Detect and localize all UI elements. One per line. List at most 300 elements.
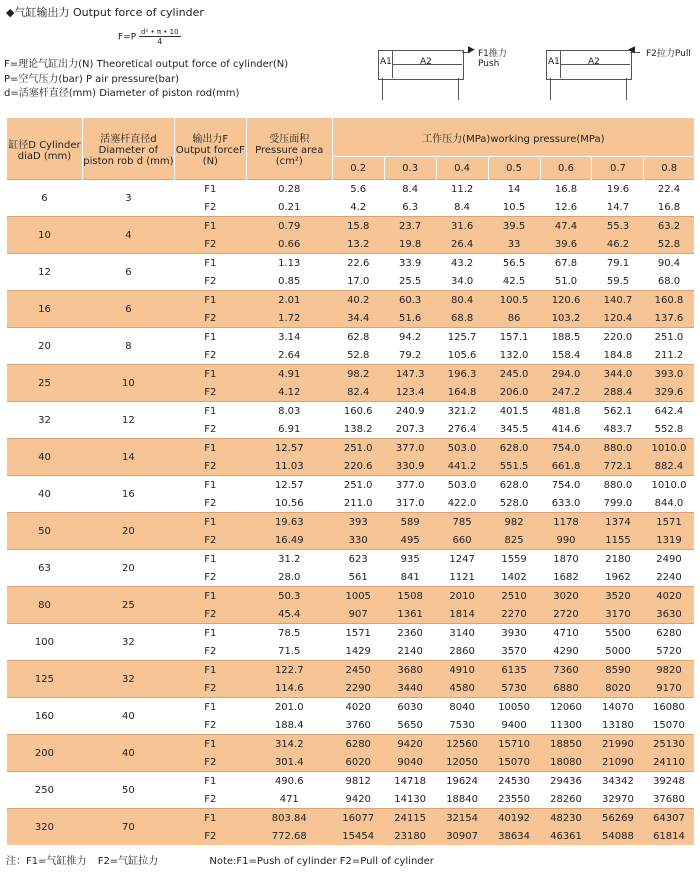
force-value-cell: 3930 bbox=[488, 624, 540, 643]
force-type-cell: F2 bbox=[204, 497, 217, 509]
force-value-cell: 2010 bbox=[436, 587, 488, 606]
force-value-cell: 103.2 bbox=[540, 309, 592, 328]
force-value-cell: 1178 bbox=[540, 513, 592, 532]
cylinder-dia-cell: 80 bbox=[7, 587, 83, 624]
force-value-cell: 1571 bbox=[644, 513, 694, 532]
force-type-cell: F2 bbox=[204, 423, 217, 435]
force-value-cell: 12060 bbox=[540, 698, 592, 717]
definitions bbox=[4, 58, 288, 102]
force-value-cell: 2860 bbox=[449, 645, 475, 657]
force-value-cell: 4910 bbox=[436, 661, 488, 680]
cylinder-dia-cell: 125 bbox=[7, 661, 83, 698]
force-value-cell: 52.8 bbox=[644, 235, 694, 254]
force-value-cell: 18080 bbox=[540, 753, 592, 772]
force-value-cell: 6880 bbox=[540, 679, 592, 698]
rod-dia-cell: 20 bbox=[82, 550, 174, 587]
force-value-cell: 4580 bbox=[436, 679, 488, 698]
pressure-header: 0.2 bbox=[332, 157, 384, 180]
force-value-cell: 16.8 bbox=[657, 201, 681, 213]
force-value-cell: 1682 bbox=[553, 571, 579, 583]
force-value-cell: 79.2 bbox=[399, 349, 422, 361]
force-value-cell: 3170 bbox=[592, 605, 644, 624]
force-value-cell: 661.8 bbox=[540, 457, 592, 476]
area-cell: 188.4 bbox=[274, 719, 304, 731]
cylinder-dia-cell: 160 bbox=[7, 698, 83, 735]
force-value-cell: 1429 bbox=[345, 645, 371, 657]
force-type-cell: F2 bbox=[174, 679, 246, 698]
force-value-cell: 483.7 bbox=[603, 423, 633, 435]
force-value-cell: 1870 bbox=[540, 550, 592, 569]
force-value-cell: 377.0 bbox=[384, 476, 436, 495]
force-value-cell: 125.7 bbox=[436, 328, 488, 347]
force-value-cell: 61814 bbox=[644, 827, 694, 845]
force-value-cell: 26.4 bbox=[436, 235, 488, 254]
area-cell: 772.68 bbox=[246, 827, 332, 845]
force-value-cell: 772.1 bbox=[592, 457, 644, 476]
force-value-cell: 990 bbox=[540, 531, 592, 550]
force-value-cell: 79.1 bbox=[592, 254, 644, 273]
area-cell: 0.66 bbox=[246, 235, 332, 254]
rod-dia-cell: 70 bbox=[82, 809, 174, 846]
force-value-cell: 799.0 bbox=[603, 497, 633, 509]
force-value-cell: 2180 bbox=[592, 550, 644, 569]
area-cell: 803.84 bbox=[246, 809, 332, 828]
cylinder-dia-cell: 40 bbox=[7, 439, 83, 476]
force-value-cell: 9400 bbox=[501, 719, 527, 731]
force-value-cell: 5000 bbox=[605, 645, 631, 657]
force-value-cell: 330 bbox=[332, 531, 384, 550]
rod-dia-cell: 6 bbox=[82, 291, 174, 328]
cylinder-dia-cell: 250 bbox=[7, 772, 83, 809]
force-value-cell: 6.3 bbox=[402, 201, 419, 213]
force-type-cell: F2 bbox=[204, 571, 217, 583]
force-value-cell: 138.2 bbox=[343, 423, 373, 435]
force-value-cell: 34.4 bbox=[332, 309, 384, 328]
formula-numerator: d² • π • 10 bbox=[141, 28, 179, 36]
force-value-cell: 140.7 bbox=[592, 291, 644, 310]
table-row bbox=[7, 476, 695, 495]
force-value-cell: 19.8 bbox=[384, 235, 436, 254]
force-value-cell: 5.6 bbox=[332, 180, 384, 199]
force-value-cell: 1010.0 bbox=[644, 476, 694, 495]
force-value-cell: 9040 bbox=[384, 753, 436, 772]
force-value-cell: 14130 bbox=[394, 793, 427, 805]
force-value-cell: 25.5 bbox=[399, 275, 422, 287]
force-value-cell: 52.8 bbox=[347, 349, 370, 361]
formula-lhs: F=P bbox=[118, 32, 137, 43]
area-cell: 16.49 bbox=[246, 531, 332, 550]
area-cell: 11.03 bbox=[246, 457, 332, 476]
force-value-cell: 63.2 bbox=[644, 217, 694, 236]
force-value-cell: 882.4 bbox=[644, 457, 694, 476]
force-value-cell: 2360 bbox=[384, 624, 436, 643]
force-value-cell: 21090 bbox=[592, 753, 644, 772]
force-value-cell: 2140 bbox=[397, 645, 423, 657]
table-row bbox=[7, 698, 695, 717]
force-value-cell: 1361 bbox=[384, 605, 436, 624]
force-value-cell: 24115 bbox=[384, 809, 436, 828]
force-value-cell: 628.0 bbox=[488, 439, 540, 458]
pressure-header: 0.6 bbox=[540, 157, 592, 180]
rod-dia-cell: 50 bbox=[82, 772, 174, 809]
force-value-cell: 137.6 bbox=[644, 309, 694, 328]
force-value-cell: 2290 bbox=[332, 679, 384, 698]
area-cell: 0.79 bbox=[246, 217, 332, 236]
table-row bbox=[7, 254, 695, 273]
force-value-cell: 393.0 bbox=[644, 365, 694, 384]
force-value-cell: 481.8 bbox=[540, 402, 592, 421]
force-value-cell: 393 bbox=[332, 513, 384, 532]
force-value-cell: 33 bbox=[488, 235, 540, 254]
cylinder-dia-cell: 40 bbox=[7, 476, 83, 513]
force-value-cell: 68.8 bbox=[436, 309, 488, 328]
pressure-header: 0.8 bbox=[644, 157, 694, 180]
force-value-cell: 329.6 bbox=[644, 383, 694, 402]
area-a2-label: A2 bbox=[420, 57, 432, 67]
force-value-cell: 3680 bbox=[384, 661, 436, 680]
force-value-cell: 251.0 bbox=[332, 439, 384, 458]
table-row bbox=[7, 587, 695, 606]
force-value-cell: 528.0 bbox=[499, 497, 529, 509]
area-cell: 114.6 bbox=[246, 679, 332, 698]
force-type-cell: F1 bbox=[174, 513, 246, 532]
mount-left bbox=[550, 78, 551, 100]
force-value-cell: 34342 bbox=[592, 772, 644, 791]
rod-dia-cell: 6 bbox=[82, 254, 174, 291]
force-value-cell: 8040 bbox=[436, 698, 488, 717]
table-row bbox=[7, 661, 695, 680]
force-value-cell: 503.0 bbox=[436, 476, 488, 495]
force-value-cell: 6280 bbox=[332, 735, 384, 754]
pull-label: F2拉力Pull bbox=[646, 49, 691, 59]
force-type-cell: F2 bbox=[174, 827, 246, 845]
force-value-cell: 11.2 bbox=[436, 180, 488, 199]
force-value-cell: 288.4 bbox=[592, 383, 644, 402]
force-value-cell: 207.3 bbox=[395, 423, 425, 435]
force-value-cell: 55.3 bbox=[592, 217, 644, 236]
rod-dia-cell: 10 bbox=[82, 365, 174, 402]
cylinder-dia-cell: 63 bbox=[7, 550, 83, 587]
force-value-cell: 24530 bbox=[488, 772, 540, 791]
definition-p: P=空气压力(bar) P air pressure(bar) bbox=[4, 73, 179, 85]
force-value-cell: 9420 bbox=[384, 735, 436, 754]
area-cell: 471 bbox=[279, 793, 299, 805]
force-value-cell: 907 bbox=[332, 605, 384, 624]
force-value-cell: 147.3 bbox=[384, 365, 436, 384]
formula-denominator: 4 bbox=[157, 37, 163, 46]
force-type-cell: F1 bbox=[174, 328, 246, 347]
table-row bbox=[7, 328, 695, 347]
force-type-cell: F2 bbox=[204, 349, 217, 361]
force-type-cell: F2 bbox=[174, 383, 246, 402]
cylinder-dia-cell: 200 bbox=[7, 735, 83, 772]
force-value-cell: 48230 bbox=[540, 809, 592, 828]
force-value-cell: 562.1 bbox=[592, 402, 644, 421]
force-value-cell: 344.0 bbox=[592, 365, 644, 384]
force-value-cell: 12.6 bbox=[554, 201, 578, 213]
force-value-cell: 1508 bbox=[384, 587, 436, 606]
force-value-cell: 1319 bbox=[644, 531, 694, 550]
force-value-cell: 10.5 bbox=[502, 201, 526, 213]
force-value-cell: 39248 bbox=[644, 772, 694, 791]
force-type-cell: F1 bbox=[174, 661, 246, 680]
push-diagram bbox=[376, 42, 526, 102]
force-value-cell: 660 bbox=[436, 531, 488, 550]
force-value-cell: 982 bbox=[488, 513, 540, 532]
area-cell: 10.56 bbox=[274, 497, 304, 509]
table-row bbox=[7, 365, 695, 384]
force-value-cell: 495 bbox=[384, 531, 436, 550]
force-value-cell: 4710 bbox=[540, 624, 592, 643]
force-value-cell: 56269 bbox=[592, 809, 644, 828]
force-value-cell: 15710 bbox=[488, 735, 540, 754]
definition-d: d=活塞杆直径(mm) Diameter of piston rod(mm) bbox=[4, 88, 240, 99]
header-pressure-area: 受压面积 Pressure area (cm²) bbox=[246, 118, 332, 180]
force-value-cell: 28260 bbox=[550, 793, 582, 805]
force-value-cell: 1814 bbox=[436, 605, 488, 624]
force-value-cell: 552.8 bbox=[654, 423, 684, 435]
table-row bbox=[7, 809, 695, 828]
force-type-cell: F1 bbox=[174, 291, 246, 310]
cylinder-dia-cell: 6 bbox=[7, 180, 83, 217]
header-cylinder-dia: 缸径D Cylinder diaD (mm) bbox=[7, 118, 83, 180]
force-value-cell: 294.0 bbox=[540, 365, 592, 384]
force-type-cell: F2 bbox=[174, 605, 246, 624]
force-value-cell: 38634 bbox=[488, 827, 540, 845]
note-cn-push: 注：F1=气缸推力 bbox=[6, 856, 87, 867]
force-value-cell: 1559 bbox=[488, 550, 540, 569]
force-value-cell: 8590 bbox=[592, 661, 644, 680]
force-value-cell: 880.0 bbox=[592, 476, 644, 495]
force-value-cell: 19624 bbox=[436, 772, 488, 791]
force-value-cell: 54088 bbox=[592, 827, 644, 845]
force-type-cell: F1 bbox=[174, 624, 246, 643]
force-value-cell: 1010.0 bbox=[644, 439, 694, 458]
area-cell: 3.14 bbox=[246, 328, 332, 347]
force-value-cell: 15454 bbox=[332, 827, 384, 845]
force-value-cell: 251.0 bbox=[332, 476, 384, 495]
force-value-cell: 7360 bbox=[540, 661, 592, 680]
force-value-cell: 14.7 bbox=[606, 201, 630, 213]
force-value-cell: 40.2 bbox=[332, 291, 384, 310]
area-cell: 6.91 bbox=[278, 423, 301, 435]
force-value-cell: 23180 bbox=[384, 827, 436, 845]
force-value-cell: 123.4 bbox=[384, 383, 436, 402]
force-type-cell: F1 bbox=[174, 550, 246, 569]
force-type-cell: F1 bbox=[174, 439, 246, 458]
force-value-cell: 9820 bbox=[644, 661, 694, 680]
force-value-cell: 42.5 bbox=[502, 275, 526, 287]
mount-right bbox=[458, 78, 459, 100]
force-value-cell: 39.5 bbox=[488, 217, 540, 236]
force-value-cell: 32970 bbox=[602, 793, 634, 805]
force-value-cell: 56.5 bbox=[488, 254, 540, 273]
definition-f: F=理论气缸出力(N) Theoretical output force of cylinder(N) bbox=[4, 59, 289, 70]
force-value-cell: 441.2 bbox=[436, 457, 488, 476]
force-value-cell: 6135 bbox=[488, 661, 540, 680]
force-value-cell: 2720 bbox=[540, 605, 592, 624]
area-cell: 28.0 bbox=[278, 571, 301, 583]
force-value-cell: 3570 bbox=[501, 645, 527, 657]
area-cell: 12.57 bbox=[246, 439, 332, 458]
area-cell: 490.6 bbox=[246, 772, 332, 791]
force-value-cell: 164.8 bbox=[436, 383, 488, 402]
force-value-cell: 15070 bbox=[653, 719, 685, 731]
force-value-cell: 345.5 bbox=[499, 423, 529, 435]
cylinder-dia-cell: 16 bbox=[7, 291, 83, 328]
force-value-cell: 6280 bbox=[644, 624, 694, 643]
rod-dia-cell: 25 bbox=[82, 587, 174, 624]
area-cell: 1.13 bbox=[246, 254, 332, 273]
note-cn-pull: F2=气缸拉力 bbox=[97, 856, 159, 867]
force-value-cell: 12560 bbox=[436, 735, 488, 754]
rod-dia-cell: 40 bbox=[82, 698, 174, 735]
rod-dia-cell: 20 bbox=[82, 513, 174, 550]
force-value-cell: 220.0 bbox=[592, 328, 644, 347]
force-value-cell: 14 bbox=[488, 180, 540, 199]
note-en: Note:F1=Push of cylinder F2=Pull of cylinder bbox=[209, 856, 434, 867]
force-value-cell: 422.0 bbox=[447, 497, 477, 509]
force-value-cell: 1962 bbox=[605, 571, 631, 583]
force-type-cell: F1 bbox=[174, 587, 246, 606]
force-type-cell: F1 bbox=[174, 772, 246, 791]
force-value-cell: 33.9 bbox=[384, 254, 436, 273]
force-value-cell: 32154 bbox=[436, 809, 488, 828]
area-cell: 301.4 bbox=[246, 753, 332, 772]
table-row bbox=[7, 180, 695, 199]
force-value-cell: 120.4 bbox=[592, 309, 644, 328]
force-type-cell: F1 bbox=[174, 180, 246, 199]
force-value-cell: 377.0 bbox=[384, 439, 436, 458]
area-cell: 0.21 bbox=[278, 201, 301, 213]
table-row bbox=[7, 439, 695, 458]
force-value-cell: 67.8 bbox=[540, 254, 592, 273]
force-value-cell: 13.2 bbox=[332, 235, 384, 254]
force-value-cell: 40192 bbox=[488, 809, 540, 828]
table-row bbox=[7, 550, 695, 569]
force-value-cell: 59.5 bbox=[606, 275, 630, 287]
force-value-cell: 39.6 bbox=[540, 235, 592, 254]
force-value-cell: 2270 bbox=[488, 605, 540, 624]
force-value-cell: 785 bbox=[436, 513, 488, 532]
rod-dia-cell: 14 bbox=[82, 439, 174, 476]
table-row bbox=[7, 513, 695, 532]
force-value-cell: 37680 bbox=[653, 793, 685, 805]
area-cell: 71.5 bbox=[278, 645, 301, 657]
force-value-cell: 5730 bbox=[488, 679, 540, 698]
rod-dia-cell: 32 bbox=[82, 624, 174, 661]
area-cell: 314.2 bbox=[246, 735, 332, 754]
area-cell: 45.4 bbox=[246, 605, 332, 624]
force-value-cell: 3020 bbox=[540, 587, 592, 606]
force-value-cell: 1005 bbox=[332, 587, 384, 606]
page-title: ◆气缸输出力 Output force of cylinder bbox=[6, 6, 204, 19]
area-cell: 4.91 bbox=[246, 365, 332, 384]
force-value-cell: 551.5 bbox=[488, 457, 540, 476]
area-cell: 50.3 bbox=[246, 587, 332, 606]
force-value-cell: 5650 bbox=[397, 719, 423, 731]
force-value-cell: 4290 bbox=[553, 645, 579, 657]
force-value-cell: 317.0 bbox=[395, 497, 425, 509]
force-value-cell: 401.5 bbox=[488, 402, 540, 421]
force-value-cell: 6030 bbox=[384, 698, 436, 717]
force-value-cell: 251.0 bbox=[644, 328, 694, 347]
area-cell: 19.63 bbox=[246, 513, 332, 532]
table-row bbox=[7, 291, 695, 310]
force-value-cell: 46361 bbox=[540, 827, 592, 845]
force-value-cell: 245.0 bbox=[488, 365, 540, 384]
force-value-cell: 22.4 bbox=[644, 180, 694, 199]
force-value-cell: 414.6 bbox=[551, 423, 581, 435]
area-cell: 0.85 bbox=[278, 275, 301, 287]
force-value-cell: 14718 bbox=[384, 772, 436, 791]
force-type-cell: F1 bbox=[174, 402, 246, 421]
rod-dia-cell: 12 bbox=[82, 402, 174, 439]
area-cell: 1.72 bbox=[246, 309, 332, 328]
table-row bbox=[7, 624, 695, 643]
force-value-cell: 31.6 bbox=[436, 217, 488, 236]
force-value-cell: 60.3 bbox=[384, 291, 436, 310]
area-cell: 201.0 bbox=[246, 698, 332, 717]
force-formula bbox=[118, 28, 181, 46]
rod-dia-cell: 8 bbox=[82, 328, 174, 365]
cylinder-dia-cell: 25 bbox=[7, 365, 83, 402]
pressure-header: 0.7 bbox=[592, 157, 644, 180]
table-row bbox=[7, 402, 695, 421]
force-type-cell: F2 bbox=[204, 719, 217, 731]
force-value-cell: 82.4 bbox=[332, 383, 384, 402]
force-value-cell: 4020 bbox=[332, 698, 384, 717]
force-type-cell: F2 bbox=[174, 531, 246, 550]
force-value-cell: 841 bbox=[400, 571, 420, 583]
force-value-cell: 98.2 bbox=[332, 365, 384, 384]
force-value-cell: 503.0 bbox=[436, 439, 488, 458]
force-value-cell: 80.4 bbox=[436, 291, 488, 310]
force-value-cell: 15070 bbox=[488, 753, 540, 772]
force-value-cell: 17.0 bbox=[347, 275, 370, 287]
force-value-cell: 157.1 bbox=[488, 328, 540, 347]
output-force-table bbox=[6, 118, 694, 845]
force-value-cell: 11300 bbox=[550, 719, 582, 731]
force-value-cell: 5500 bbox=[592, 624, 644, 643]
force-value-cell: 825 bbox=[488, 531, 540, 550]
header-output-force: 输出力F Output forceF (N) bbox=[174, 118, 246, 180]
force-value-cell: 633.0 bbox=[551, 497, 581, 509]
force-value-cell: 14070 bbox=[592, 698, 644, 717]
force-value-cell: 880.0 bbox=[592, 439, 644, 458]
header-rod-dia: 活塞杆直径d Diameter of piston rob d (mm) bbox=[82, 118, 174, 180]
cylinder-dia-cell: 320 bbox=[7, 809, 83, 846]
force-value-cell: 30907 bbox=[436, 827, 488, 845]
force-type-cell: F2 bbox=[174, 457, 246, 476]
table-row bbox=[7, 217, 695, 236]
force-value-cell: 5720 bbox=[656, 645, 682, 657]
area-a2-label: A2 bbox=[588, 57, 600, 67]
force-value-cell: 3440 bbox=[384, 679, 436, 698]
force-type-cell: F2 bbox=[204, 201, 217, 213]
force-value-cell: 240.9 bbox=[384, 402, 436, 421]
force-value-cell: 13180 bbox=[602, 719, 634, 731]
force-value-cell: 1402 bbox=[501, 571, 527, 583]
rod-dia-cell: 16 bbox=[82, 476, 174, 513]
force-type-cell: F2 bbox=[204, 645, 217, 657]
force-type-cell: F1 bbox=[174, 254, 246, 273]
force-value-cell: 100.5 bbox=[488, 291, 540, 310]
force-value-cell: 29436 bbox=[540, 772, 592, 791]
force-value-cell: 3140 bbox=[436, 624, 488, 643]
force-type-cell: F2 bbox=[174, 753, 246, 772]
force-value-cell: 628.0 bbox=[488, 476, 540, 495]
